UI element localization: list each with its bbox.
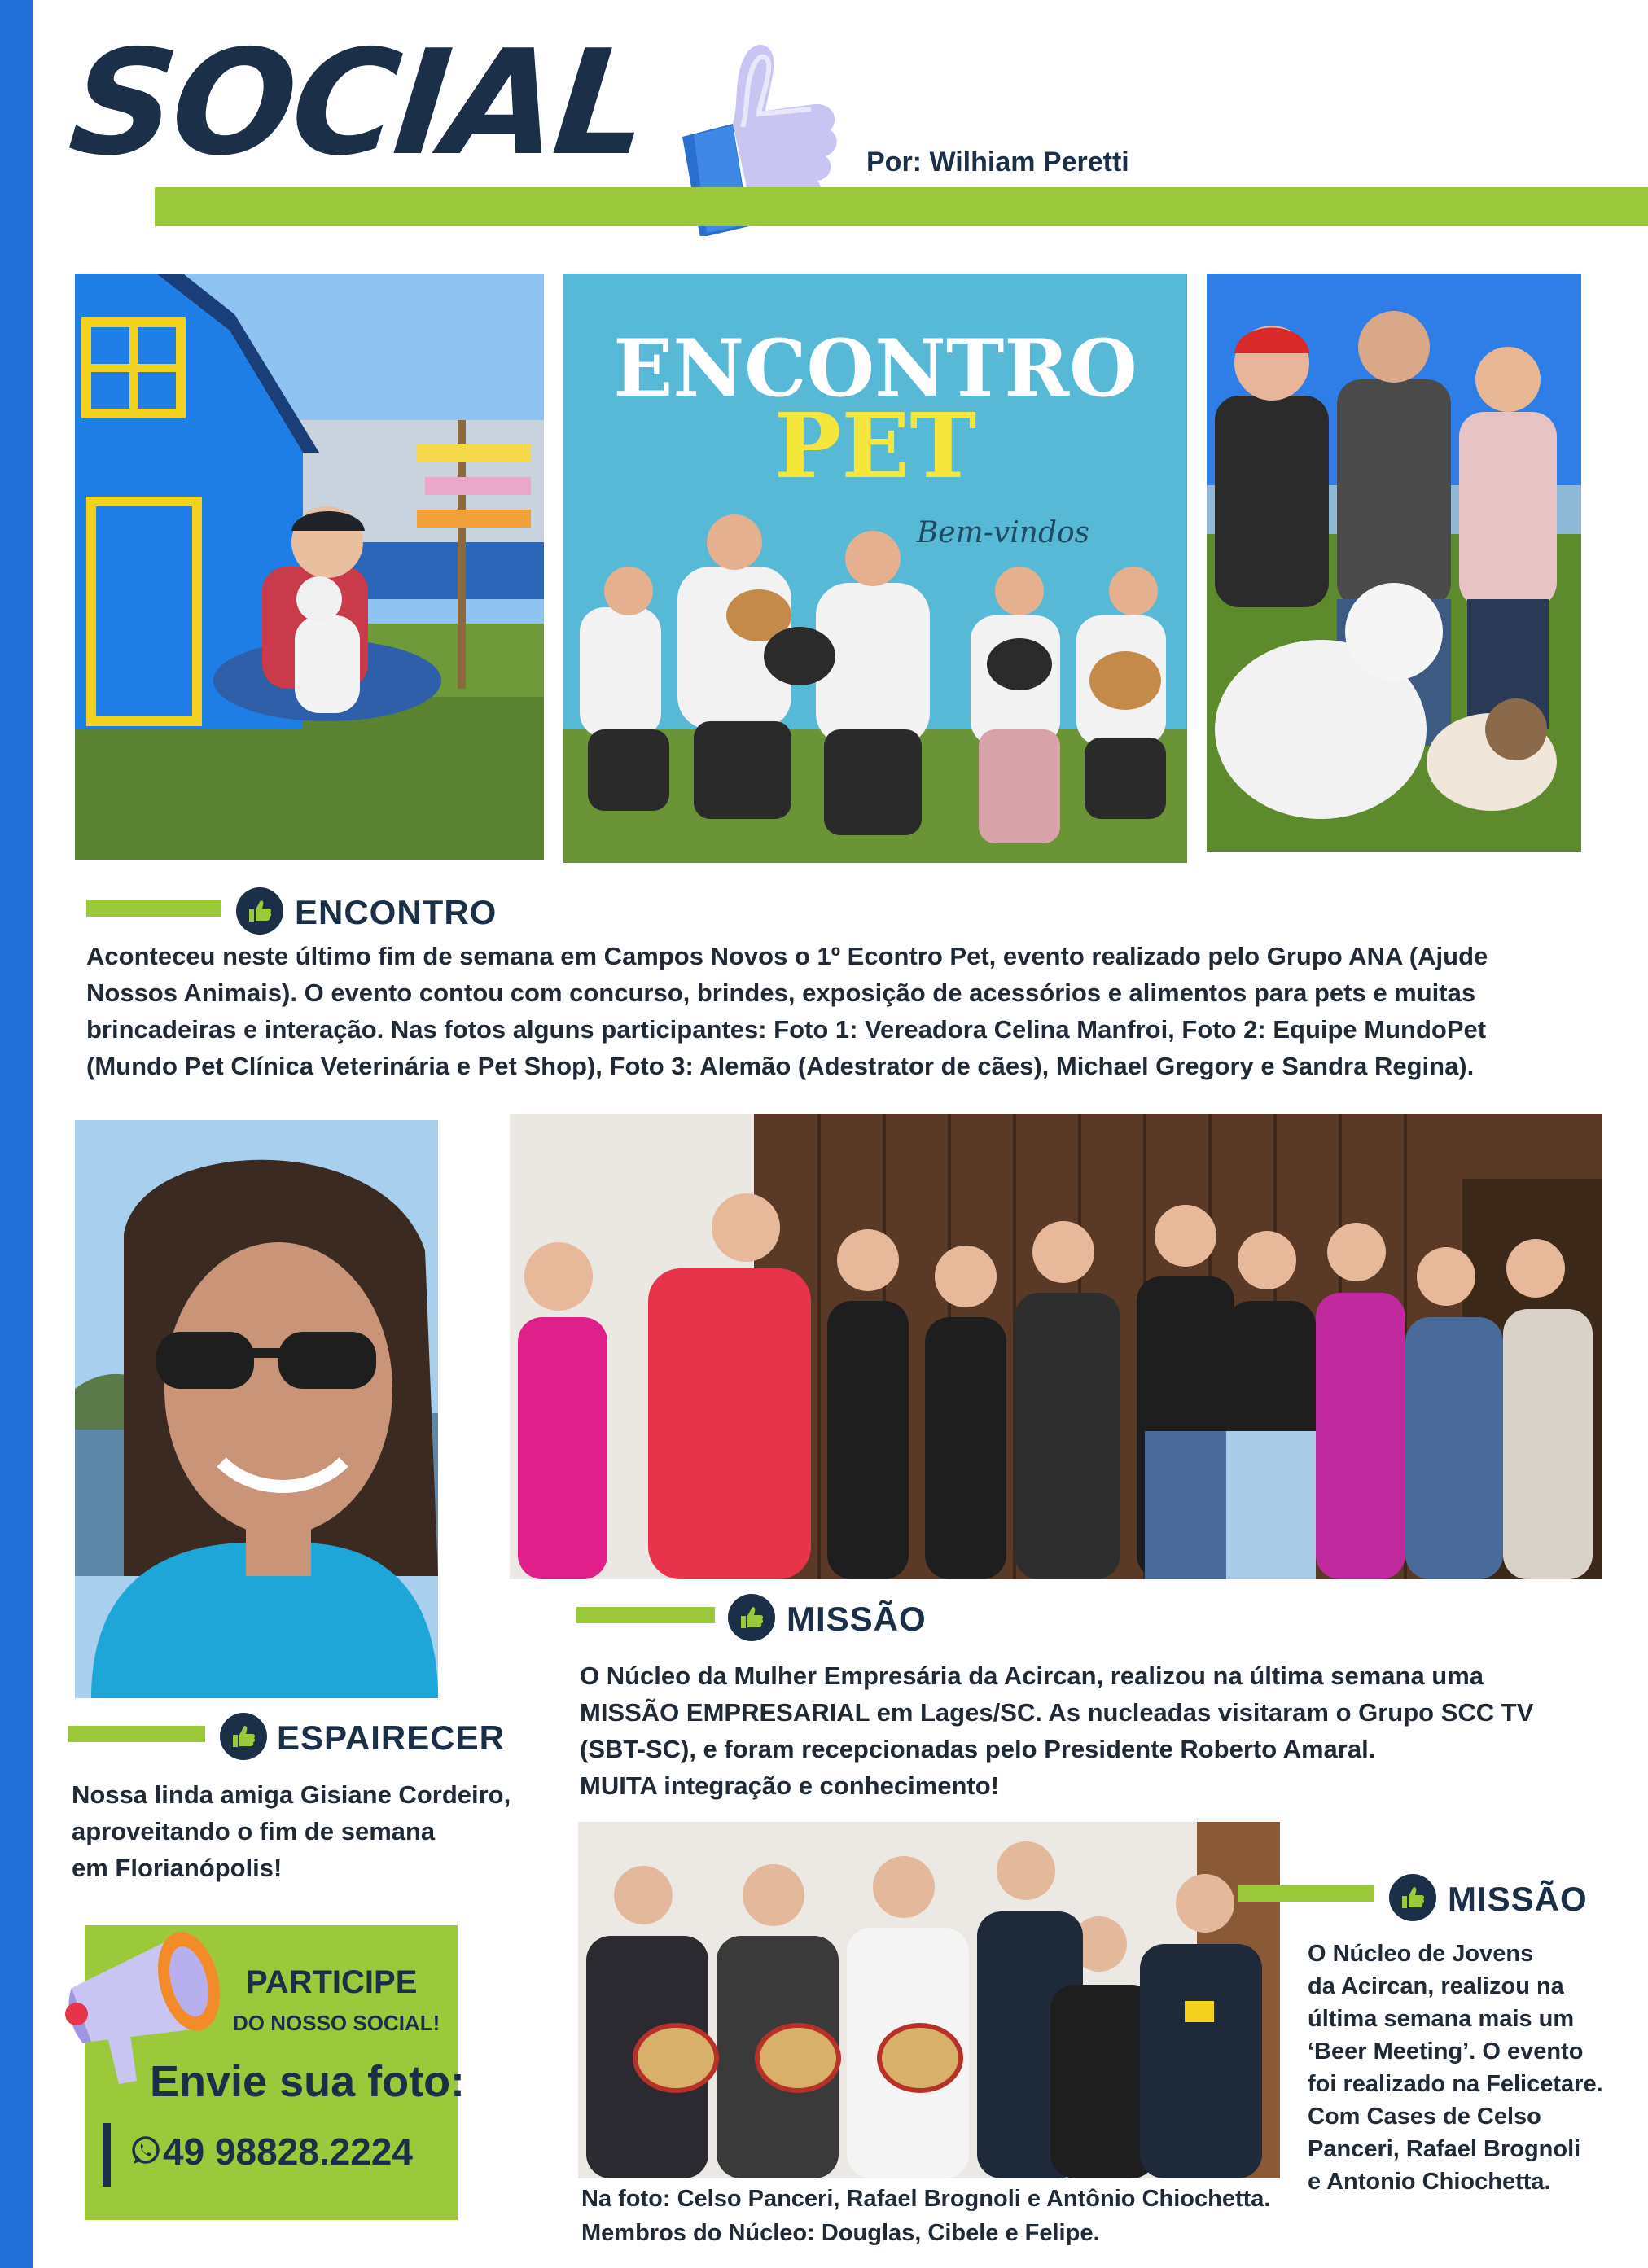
espairecer-line: Nossa linda amiga Gisiane Cordeiro, [72,1780,511,1809]
beer-meeting-caption [581,2182,1314,2250]
photo-espairecer [75,1120,438,1698]
participe-subtitle: DO NOSSO SOCIAL! [233,2011,440,2035]
missao2-line: Com Cases de Celso [1308,2104,1541,2130]
missao1-title: MISSÃO [787,1600,927,1638]
missao1-line: (SBT-SC), e foram recepcionadas pelo Presidente Roberto Amaral. [580,1735,1376,1763]
photo-pet-event-3-image [1207,274,1581,852]
espairecer-rule [68,1726,205,1742]
participe-title: PARTICIPE [246,1964,418,2000]
photo-beer-meeting-image [578,1822,1280,2178]
participe-phone: 49 98828.2224 [163,2130,413,2173]
whatsapp-icon [129,2134,161,2167]
espairecer-line: aproveitando o fim de semana [72,1817,436,1845]
photo-missao-empresarial-image [510,1114,1602,1579]
caption-line: Na foto: Celso Panceri, Rafael Brognoli e Antônio Chiochetta. [581,2186,1271,2212]
encontro-line: Aconteceu neste último fim de semana em Campos Novos o 1º Econtro Pet, evento realizado pelo Grupo ANA (Ajude [86,942,1488,970]
missao2-line: ‘Beer Meeting’. O evento [1308,2038,1584,2064]
encontro-line: brincadeiras e interação. Nas fotos alguns participantes: Foto 1: Vereadora Celina Manfroi, Foto 2: Equipe MundoPet [86,1015,1487,1044]
encontro-thumbs-up-icon [236,887,283,935]
missao2-line: Panceri, Rafael Brognoli [1308,2136,1581,2162]
missao2-line: e Antonio Chiochetta. [1308,2169,1551,2195]
left-accent-bar [0,0,33,2268]
photo-pet-event-2 [563,274,1187,863]
photo-missao-empresarial [510,1114,1602,1579]
banner-text-pet: PET [774,393,977,498]
banner-text-encontro: ENCONTRO [613,322,1137,414]
header-green-bar [155,187,1648,226]
missao1-thumbs-up-icon [728,1594,775,1641]
photo-pet-event-3 [1207,274,1581,852]
espairecer-thumbs-up-icon [220,1713,267,1760]
missao1-rule [576,1607,715,1623]
missao2-rule [1238,1885,1374,1902]
missao1-text [580,1657,1622,1804]
missao2-text [1308,1937,1641,2198]
missao2-thumbs-up-icon [1389,1874,1436,1921]
photo-pet-event-1-image [75,274,544,860]
participe-divider [103,2123,111,2187]
caption-line: Membros do Núcleo: Douglas, Cibele e Felipe. [581,2220,1100,2246]
encontro-line: (Mundo Pet Clínica Veterinária e Pet Shop), Foto 3: Alemão (Adestrator de cães), Michael Gregory e Sandra Regina). [86,1052,1475,1080]
missao1-line: MISSÃO EMPRESARIAL em Lages/SC. As nucleadas visitaram o Grupo SCC TV [580,1698,1534,1727]
missao1-line: MUITA integração e conhecimento! [580,1771,1000,1800]
photo-beer-meeting [578,1822,1280,2178]
social-logo: SOCIAL [63,19,654,187]
missao2-line: da Acircan, realizou na [1308,1973,1564,1999]
espairecer-text [72,1776,560,1886]
encontro-title: ENCONTRO [295,893,497,931]
missao2-title: MISSÃO [1448,1880,1588,1918]
encontro-text [86,938,1617,1084]
banner-text-script: Bem-vindos [916,516,1090,549]
missao1-line: O Núcleo da Mulher Empresária da Acircan, realizou na última semana uma [580,1662,1484,1690]
missao2-line: O Núcleo de Jovens [1308,1941,1534,1967]
missao2-line: última semana mais um [1308,2006,1575,2032]
encontro-rule [86,900,221,917]
espairecer-line: em Florianópolis! [72,1854,283,1882]
photo-pet-event-2-image [563,274,1187,863]
participe-send-text: Envie sua foto: [150,2057,466,2106]
espairecer-title: ESPAIRECER [277,1719,505,1757]
missao2-line: foi realizado na Felicetare. [1308,2071,1603,2097]
photo-pet-event-1 [75,274,544,860]
encontro-line: Nossos Animais). O evento contou com concurso, brindes, exposição de acessórios e alimentos para pets e muitas [86,979,1476,1007]
photo-espairecer-image [75,1120,438,1698]
byline: Por: Wilhiam Peretti [866,147,1129,177]
